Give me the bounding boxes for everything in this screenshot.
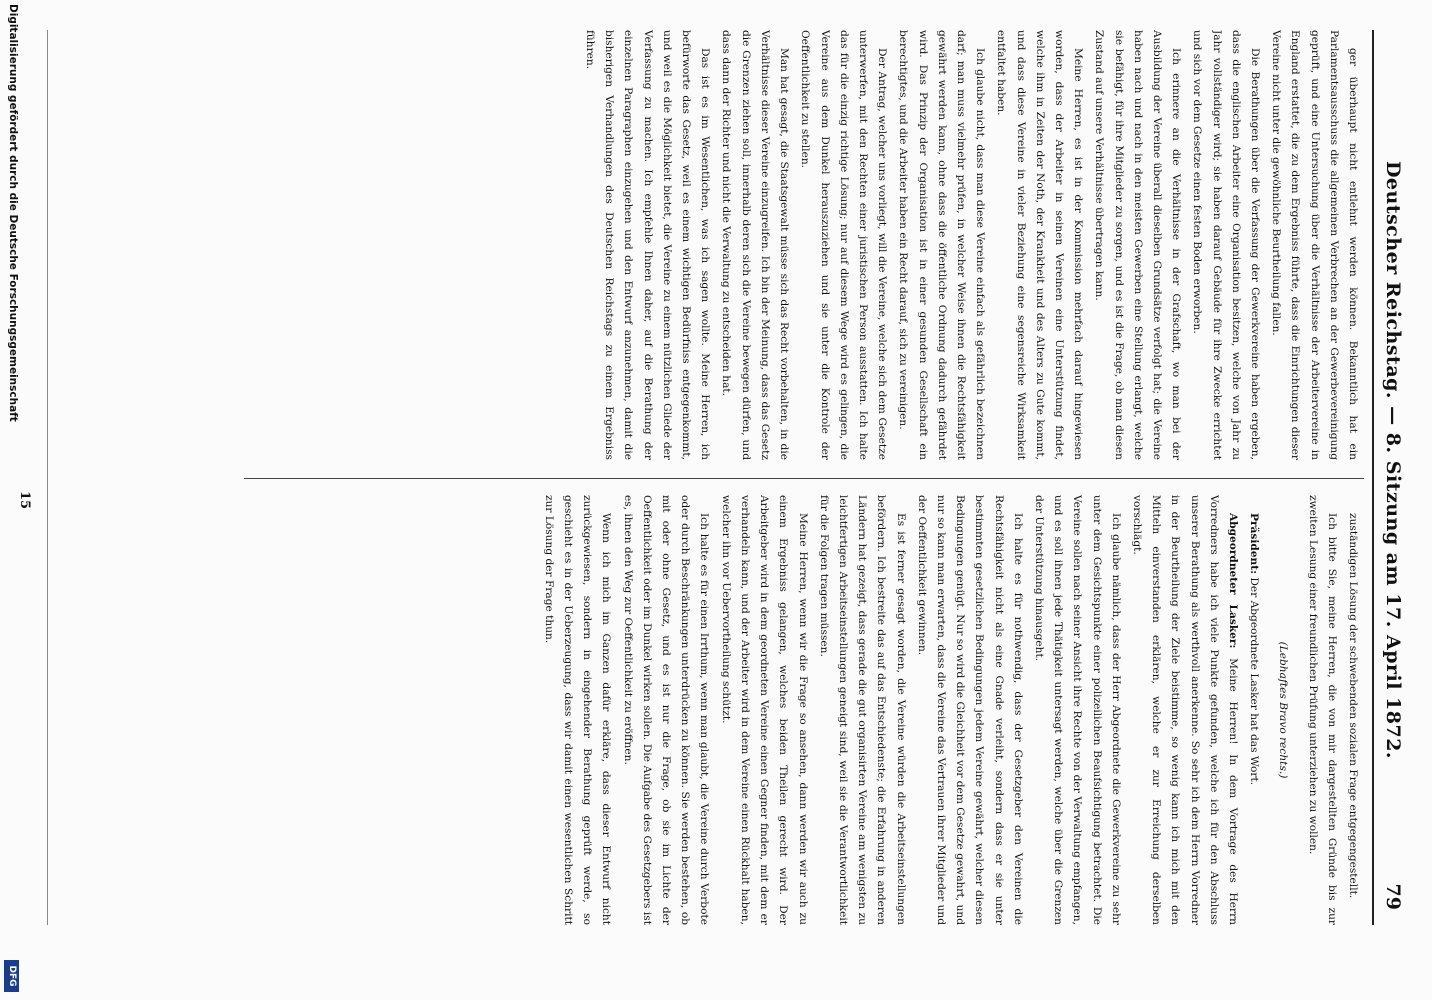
speaker-name: Abgeordneter Lasker:: [1226, 513, 1239, 649]
paragraph-text: Der Abgeordnete Lasker hat das Wort.: [1248, 574, 1261, 786]
paragraph-text: Meine Herren, es ist in der Kommission mehrfach darauf hingewiesen worden, dass der Arbeiter in seinen Vereinen eine Unterstützung findet, welche ihm in Zeiten der Noth, der Krankheit und des Alters zu Gute kommt, und dass diese Vereine in vieler Beziehung eine segensreiche Wirksamkeit entfaltet haben.: [995, 30, 1085, 460]
column-divider: [244, 478, 1364, 479]
paragraph: [893, 30, 989, 460]
paragraph-text: Meine Herren, wenn wir die Frage so ansehen, dann werden wir auch zu einem Ergebniss gelangen, welches beiden Theilen gerecht wird. Der Arbeitgeber wird in dem geordneten Vereine einen Gegner finden, mit dem er verhandeln kann, und der Arbeiter wird in dem Vereine einen Rückhalt haben, welcher ihn vor Uebervortheilung schützt.: [719, 495, 809, 925]
paragraph: [1244, 495, 1263, 925]
running-title: Deutscher Reichstag. — 8. Sitzung am 17. April 1872.: [1382, 160, 1404, 760]
paragraph: [795, 30, 891, 460]
paragraph: [814, 495, 910, 925]
stage-direction: (Lebhaftes Bravo rechts.): [1277, 641, 1290, 779]
left-column: [32, 30, 1362, 460]
paragraph: [1187, 30, 1264, 460]
paragraph: [617, 495, 713, 925]
paragraph-text: Ich halte es für nothwendig, dass der Gesetzgeber den Vereinen die Rechtsfähigkeit nicht als eine Gnade verleiht, sondern dass er sie unter bestimmten gesetzlichen Bedingungen jedem Vereine gewährt, welcher diesen Bedingungen genügt. Nur so wird die Gleichheit vor dem Gesetze gewahrt, und nur so kann man erwarten, dass die Vereine das Vertrauen ihrer Mitglieder und der Oeffentlichkeit gewinnen.: [915, 495, 1024, 925]
paragraph: [1029, 495, 1125, 925]
paragraph-text: Ich bitte Sie, meine Herren, die von mir dargestellten Gründe bis zur zweiten Lesung einer freundlichen Prüfung unterziehen zu wollen.: [1306, 495, 1338, 925]
paragraph: [1089, 30, 1185, 460]
paragraph: [1127, 495, 1242, 925]
paragraph: [716, 30, 793, 460]
paragraph-text: Man hat gesagt, die Staatsgewalt müsse sich das Recht vorbehalten, in die Verhältnisse dieser Vereine einzugreifen. Ich bin der Meinung, dass das Gesetz die Grenzen ziehen soll, innerhalb deren sich die Vereine bewegen dürfen, und dass dann der Richter und nicht die Verwaltung zu entscheiden hat.: [720, 30, 791, 460]
paragraph-text: ger überhaupt nicht entlehnt werden können. Bekanntlich hat ein Parlamentsausschuss die allgemeinen Verbrechen an der Gewerbevereinigung geprüft, und eine Untersuchung über die Verhältnisse der Arbeitervereine in England erstattet, die zu dem Ergebniss führte, dass die Einrichtungen dieser Vereine nicht unter die gewöhnliche Beurtheilung fallen.: [1270, 30, 1359, 460]
right-column: [32, 495, 1362, 925]
paragraph: [991, 30, 1087, 460]
paragraph-text: Ich halte es für einen Irrthum, wenn man glaubt, die Vereine durch Verbote oder durch Beschränkungen unterdrücken zu können. Sie werden bestehen, ob mit oder ohne Gesetz, und es ist nur die Frage, ob sie im Lichte der Oeffentlichkeit oder im Dunkel wirken sollen. Die Aufgabe des Gesetzgebers ist es, ihnen den Weg zur Oeffentlichkeit zu eröffnen.: [621, 495, 711, 925]
paragraph-text: Die Berathungen über die Verfassung der Gewerkvereine haben ergeben, dass die englischen Arbeiter eine Organisation besitzen, welche von Jahr zu Jahr vollständiger wird; sie haben darauf Gebäude für ihre Zwecke errichtet und sich vor dem Gesetze einen festen Boden erworben.: [1191, 30, 1261, 460]
paragraph-text: Wenn ich mich im Ganzen dafür erkläre, dass dieser Entwurf nicht zurückgewiesen, sondern in eingehender Berathung geprüft werde, so geschieht es in der Ueberzeugung, dass wir damit einen wesentlichen Schritt zur Lösung der Frage thun.: [542, 495, 613, 925]
paragraph: [1266, 30, 1362, 460]
page-marker: 15: [17, 490, 32, 510]
paragraph: [580, 30, 714, 460]
paragraph: [1302, 495, 1340, 925]
paragraph-text: Das ist es im Wesentlichen, was ich sagen wollte. Meine Herren, ich befürworte das Gesetz, weil es einem wichtigen Bedürfniss entgegenkommt, und weil es die Möglichkeit bietet, die Vereine zu einem nützlichen Gliede der Verfassung zu machen. Ich empfehle Ihnen daher, auf die Berathung der einzelnen Paragraphen einzugehen und den Entwurf anzunehmen, damit die bisherigen Verhandlungen des Deutschen Reichstags zu einem Ergebniss führen.: [584, 30, 712, 460]
credit-text: Digitalisierung gefördert durch die Deutsche Forschungsgemeinschaft: [7, 4, 19, 422]
paragraph: [912, 495, 1027, 925]
paragraph: [716, 495, 812, 925]
digitization-credit: [3, 0, 19, 1000]
paragraph-text: Ich erinnere an die Verhältnisse in der Grafschaft, wo man bei der Ausbildung der Vereine überall dieselben Grundsätze verfolgt hat; die Vereine haben nach und nach in den meisten Gewerben eine Stellung erlangt, welche sie befähigt, für ihre Mitglieder zu sorgen, und es ist die Frage, ob man diesen Zustand auf unsere Verhältnisse übertragen kann.: [1093, 30, 1183, 460]
paragraph: [1343, 495, 1362, 925]
header-rule: [1372, 30, 1374, 925]
paragraph-text: Ich glaube nicht, dass man diese Vereine einfach als gefährlich bezeichnen darf; man muss vielmehr prüfen, in welcher Weise ihnen die Rechtsfähigkeit gewährt werden kann, ohne dass die öffentliche Ordnung dadurch gefährdet wird. Das Prinzip der Organisation ist in einer gesunden Gesellschaft ein berechtigtes, und die Arbeiter haben ein Recht darauf, sich zu vereinigen.: [897, 30, 987, 460]
bottom-rule: [47, 30, 48, 925]
paragraph-text: Es ist ferner gesagt worden, die Vereine würden die Arbeitseinstellungen befördern. Ich bestreite das auf das Entschiedenste; die Erfahrung in anderen Ländern hat gezeigt, dass gerade die gut organisirten Vereine am wenigsten zu leichtfertigen Arbeitseinstellungen geneigt sind, weil sie die Verantwortlichkeit für die Folgen tragen müssen.: [817, 495, 907, 925]
dfg-logo: DFG: [4, 960, 19, 992]
paragraph: [539, 495, 616, 925]
paragraph-text: Der Antrag, welcher uns vorliegt, will die Vereine, welche sich dem Gesetze unterwerfen, mit den Rechten einer juristischen Person ausstatten. Ich halte das für die einzig richtige Lösung; nur auf diesem Wege wird es gelingen, die Vereine aus dem Dunkel herauszuziehen und sie unter die Kontrole der Oeffentlichkeit zu stellen.: [799, 30, 889, 460]
page-number: 79: [1382, 883, 1404, 910]
paragraph-text: Ich glaube nämlich, dass der Herr Abgeordnete die Gewerkvereine zu sehr unter dem Gesichtspunkte einer polizeilichen Beaufsichtigung betrachtet. Die Vereine sollen nach seiner Ansicht ihre Rechte von der Verwaltung empfangen, und es soll ihnen jede Thätigkeit untersagt werden, welche über die Grenzen der Unterstützung hinausgeht.: [1032, 495, 1122, 925]
paragraph-text: zuständigen Lösung der schwebenden sozialen Frage entgegengestellt.: [1347, 513, 1359, 899]
paragraph-text: Meine Herren! In dem Vortrage des Herrn Vorredners habe ich viele Punkte gefunden, welche ich für den Abschluss unserer Berathung als werthvoll anerkenne. So sehr ich dem Herrn Vorredner in der Beurtheilung der Ziele beistimme, so wenig kann ich mich mit den Mitteln einverstanden erklären, welche er zur Erreichung derselben vorschlägt.: [1130, 495, 1239, 925]
speaker-name: Präsident:: [1248, 513, 1261, 575]
